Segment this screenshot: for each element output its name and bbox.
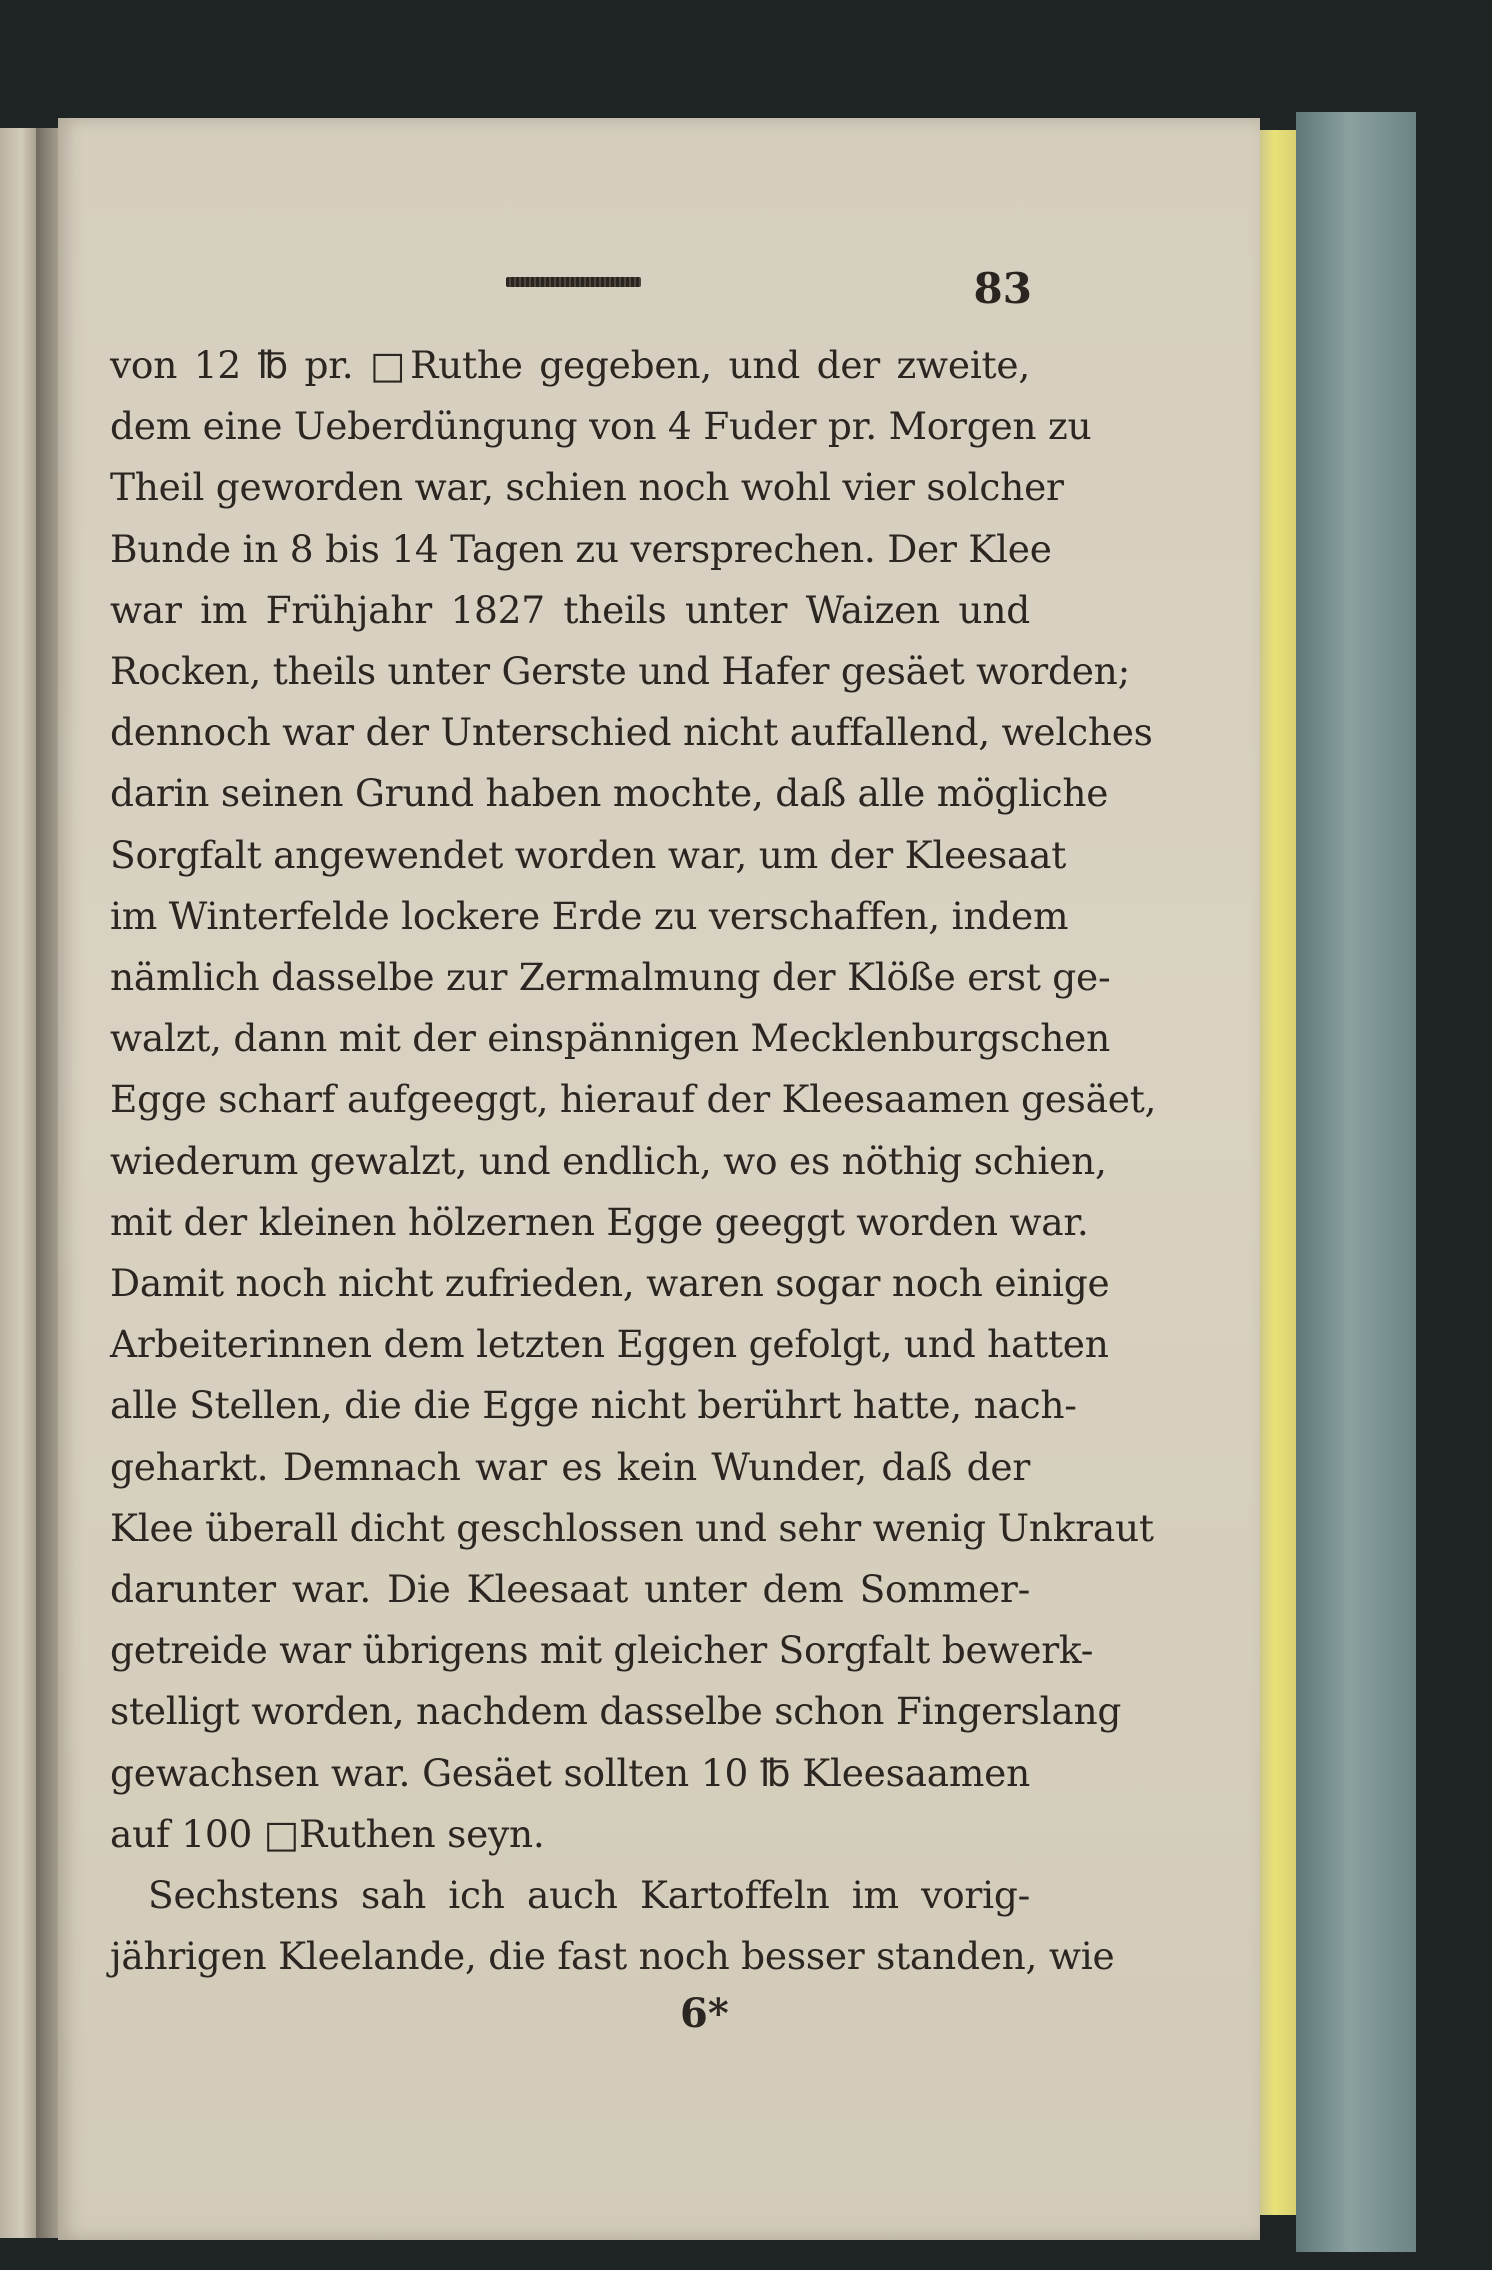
signature-mark: 6* — [680, 1990, 729, 2037]
page-edges — [1260, 130, 1296, 2215]
text-line: walzt, dann mit der einspännigen Mecklenburgschen — [110, 1016, 1111, 1061]
text-line: mit der kleinen hölzernen Egge geeggt worden war. — [110, 1199, 1089, 1244]
page-number: 83 — [973, 264, 1032, 313]
text-line: alle Stellen, die die Egge nicht berührt hatte, nach- — [110, 1383, 1077, 1428]
text-line: im Winterfelde lockere Erde zu verschaffen, indem — [110, 893, 1069, 938]
text-line: dennoch war der Unterschied nicht auffallend, welches — [110, 710, 1153, 755]
book-gutter — [36, 128, 58, 2238]
left-page-edge — [0, 128, 36, 2238]
text-line: Klee überall dicht geschlossen und sehr wenig Unkraut — [110, 1505, 1154, 1550]
text-line: darunter war. Die Kleesaat unter dem Sommer- — [110, 1567, 1030, 1612]
header-ornament — [506, 277, 641, 287]
text-line: von 12 ℔ pr. □Ruthe gegeben, und der zweite, — [110, 343, 1030, 387]
text-line: nämlich dasselbe zur Zermalmung der Klöße erst ge- — [110, 955, 1111, 1000]
text-line: dem eine Ueberdüngung von 4 Fuder pr. Morgen zu — [110, 404, 1092, 449]
text-line: wiederum gewalzt, und endlich, wo es nöthig schien, — [110, 1138, 1107, 1183]
text-line: Damit noch nicht zufrieden, waren sogar noch einige — [110, 1261, 1110, 1306]
text-line: Egge scharf aufgeeggt, hierauf der Kleesaamen gesäet, — [110, 1077, 1157, 1122]
text-line: gewachsen war. Gesäet sollten 10 ℔ Kleesaamen — [110, 1750, 1030, 1795]
text-line: Sorgfalt angewendet worden war, um der Kleesaat — [110, 832, 1067, 877]
text-line: Rocken, theils unter Gerste und Hafer gesäet worden; — [110, 649, 1130, 694]
book-cover — [1296, 112, 1416, 2252]
text-line: getreide war übrigens mit gleicher Sorgfalt bewerk- — [110, 1628, 1094, 1673]
text-line: Bunde in 8 bis 14 Tagen zu versprechen. Der Klee — [110, 526, 1052, 571]
text-line: auf 100 □Ruthen seyn. — [110, 1811, 545, 1856]
text-line: war im Frühjahr 1827 theils unter Waizen und — [110, 587, 1030, 632]
text-line: darin seinen Grund haben mochte, daß alle mögliche — [110, 771, 1109, 816]
text-line: jährigen Kleelande, die fast noch besser standen, wie — [110, 1934, 1115, 1979]
text-line: Sechstens sah ich auch Kartoffeln im vorig- — [148, 1873, 1030, 1918]
text-line: Theil geworden war, schien noch wohl vier solcher — [110, 465, 1064, 510]
text-line: stelligt worden, nachdem dasselbe schon Fingerslang — [110, 1689, 1122, 1734]
text-line: geharkt. Demnach war es kein Wunder, daß der — [110, 1444, 1030, 1489]
body-text — [110, 335, 1157, 1987]
text-line: Arbeiterinnen dem letzten Eggen gefolgt, und hatten — [110, 1322, 1109, 1367]
